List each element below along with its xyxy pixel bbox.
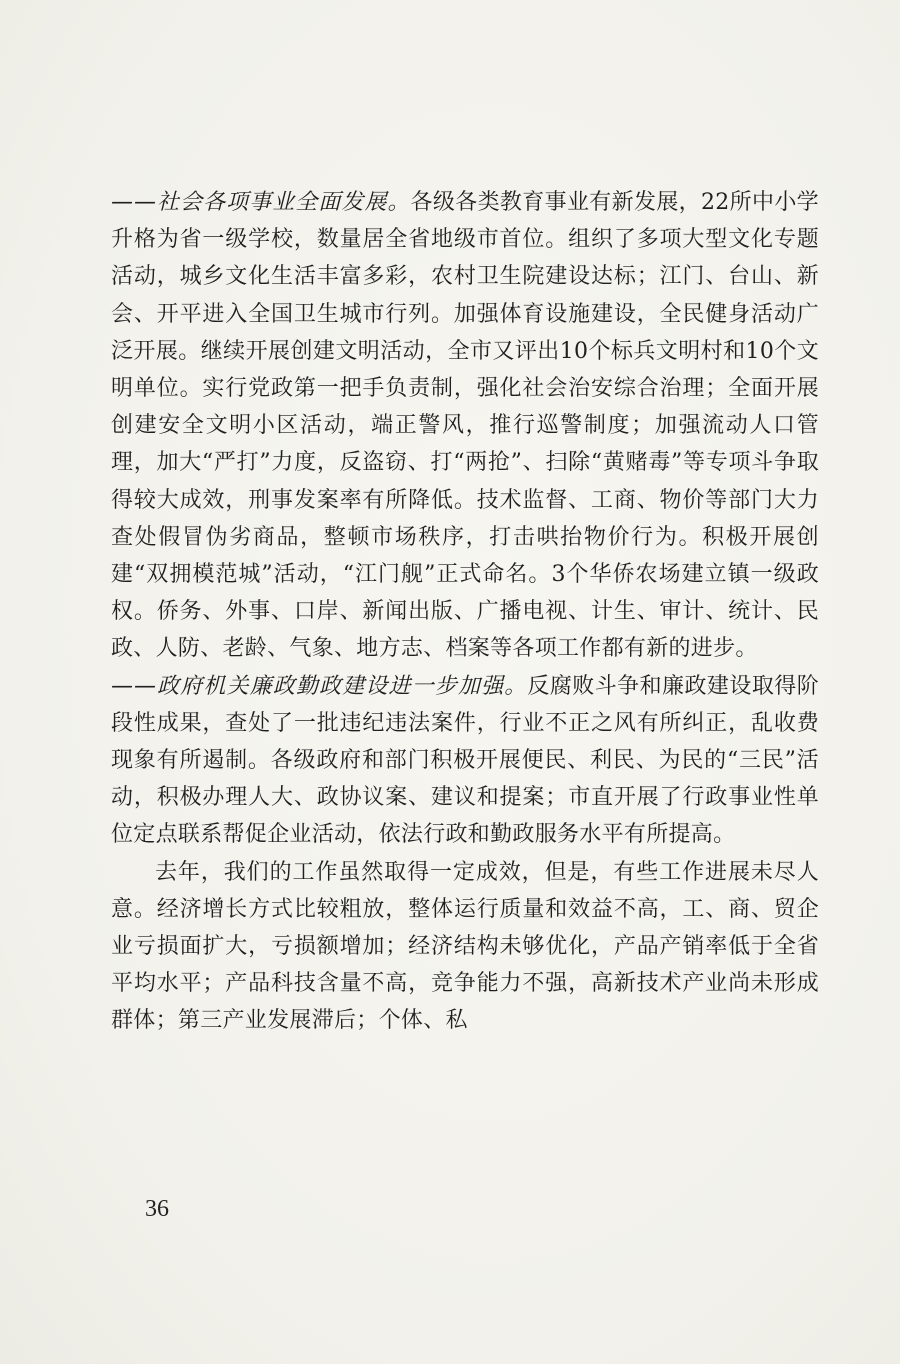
paragraph-body: 各级各类教育事业有新发展，22所中小学升格为省一级学校，数量居全省地级市首位。组织了多项大型文化专题活动，城乡文化生活丰富多彩，农村卫生院建设达标；江门、台山、新会、开平进入全国卫生城市行列。加强体育设施建设，全民健身活动广泛开展。继续开展创建文明活动，全市又评出10个标兵文明村和10个文明单位。实行党政第一把手负责制，强化社会治安综合治理；全面开展创建安全文明小区活动，端正警风，推行巡警制度；加强流动人口管理，加大“严打”力度，反盗窃、打“两抢”、扫除“黄赌毒”等专项斗争取得较大成效，刑事发案率有所降低。技术监督、工商、物价等部门大力查处假冒伪劣商品，整顿市场秩序，打击哄抬物价行为。积极开展创建“双拥模范城”活动，“江门舰”正式命名。3个华侨农场建立镇一级政权。侨务、外事、口岸、新闻出版、广播电视、计生、审计、统计、民政、人防、老龄、气象、地方志、档案等各项工作都有新的进步。 (111, 190, 819, 662)
paragraph-body: 去年，我们的工作虽然取得一定成效，但是，有些工作进展未尽人意。经济增长方式比较粗放，整体运行质量和效益不高，工、商、贸企业亏损面扩大，亏损额增加；经济结构未够优化，产品产销率低于全省平均水平；产品科技含量不高，竞争能力不强，高新技术产业尚未形成群体；第三产业发展滞后；个体、私 (111, 859, 819, 1034)
paragraph-government-integrity (111, 668, 819, 854)
paragraph-lead-heading: ——社会各项事业全面发展。 (111, 190, 411, 215)
body-text (111, 184, 819, 1040)
paragraph-shortcomings (111, 854, 819, 1040)
paragraph-lead-heading: ——政府机关廉政勤政建设进一步加强。 (111, 673, 528, 699)
paragraph-social-development (111, 184, 819, 668)
page-number: 36 (145, 1196, 169, 1222)
paragraph-body: 反腐败斗争和廉政建设取得阶段性成果，查处了一批违纪违法案件，行业不正之风有所纠正，乱收费现象有所遏制。各级政府和部门积极开展便民、利民、为民的“三民”活动，积极办理人大、政协议案、建议和提案；市直开展了行政事业性单位定点联系帮促企业活动，依法行政和勤政服务水平有所提高。 (111, 673, 819, 848)
